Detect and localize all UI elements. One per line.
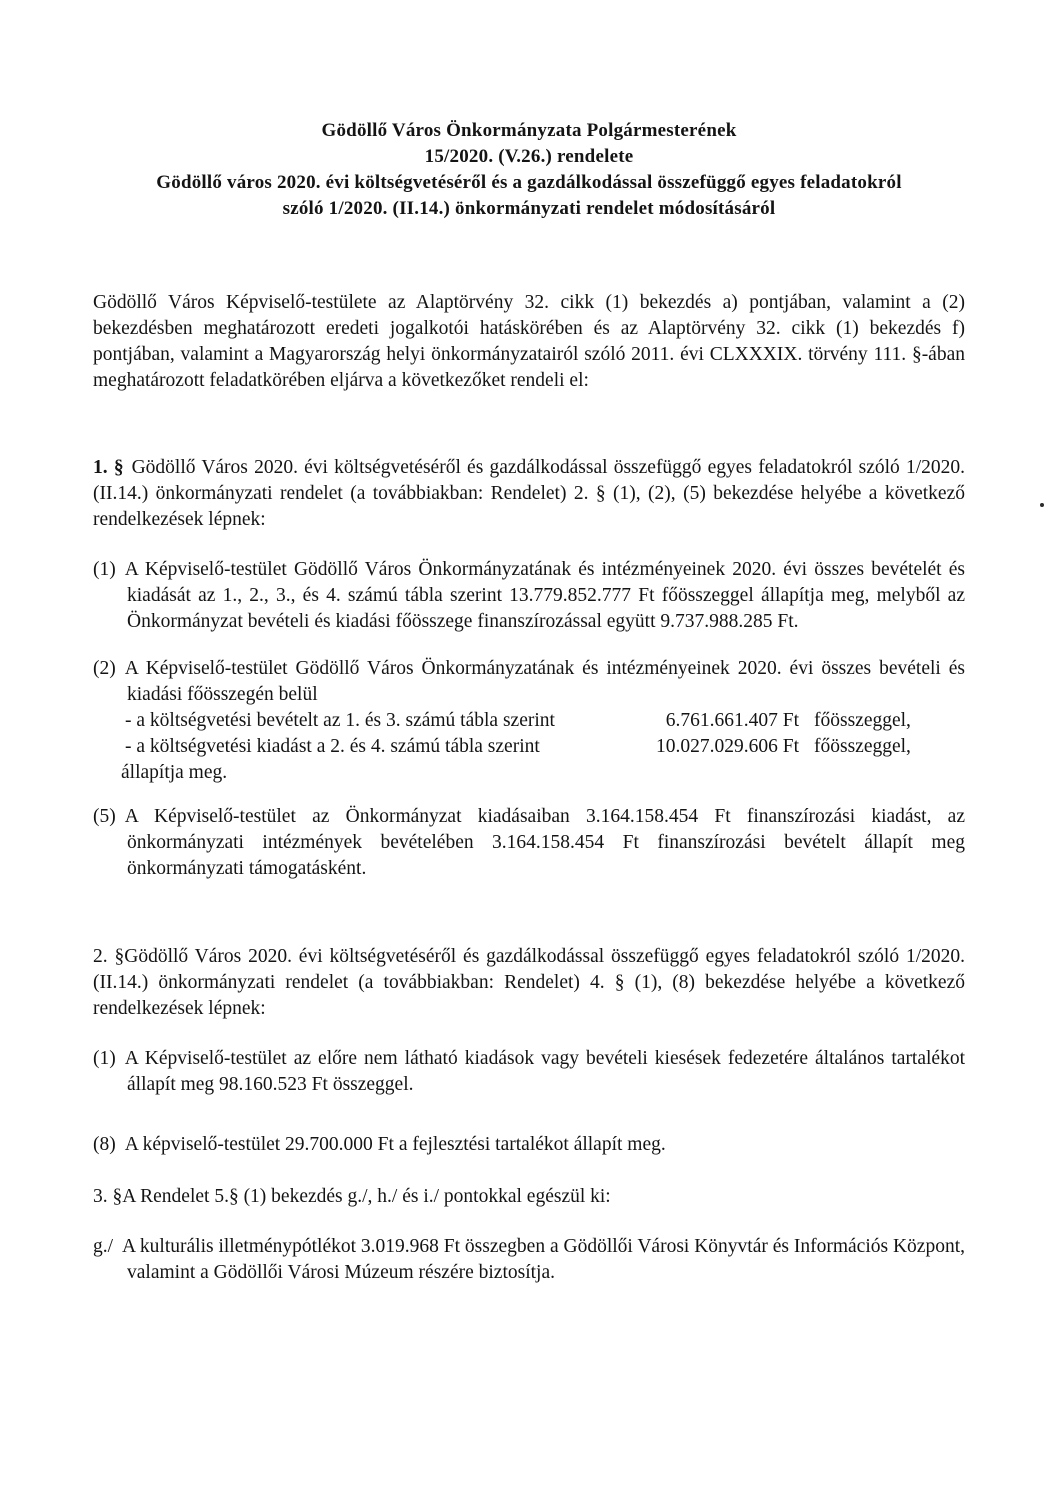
budget-expenditure-suffix: főösszeggel, xyxy=(814,736,911,757)
budget-expenditure-amount: 10.027.029.606 Ft xyxy=(655,736,799,757)
paragraph-1-5 xyxy=(93,804,965,882)
title-line-2: 15/2020. (V.26.) rendelete xyxy=(424,146,634,167)
preamble-paragraph: Gödöllő Város Képviselő-testülete az Alaptörvény 32. cikk (1) bekezdés a) pontjában, valamint a (2) bekezdésben meghatározott eredeti jogalkotói hatáskörében és az Alaptörvény 32. cikk (1) bekezdés f) pontjában, valamint a Magyarország helyi önkormányzatairól szóló 2011. évi CLXXXIX. törvény 111. §-ában meghatározott feladatkörében eljárva a következőket rendeli el: xyxy=(93,292,965,391)
paragraph-1-2-intro-text: A Képviselő-testület Gödöllő Város Önkormányzatának és intézményeinek 2020. évi összes bevételi és kiadási főösszegén belül xyxy=(124,658,965,705)
budget-revenue-amount: 6.761.661.407 Ft xyxy=(665,710,799,731)
paragraph-3-g-text: A kulturális illetménypótlékot 3.019.968 Ft összegben a Gödöllői Városi Könyvtár és Információs Központ, valamint a Gödöllői Városi Múzeum részére biztosítja. xyxy=(122,1236,965,1283)
budget-revenue-suffix: főösszeggel, xyxy=(814,710,911,731)
title-line-3: Gödöllő város 2020. évi költségvetéséről és a gazdálkodással összefüggő egyes feladatokról xyxy=(156,172,902,193)
paragraph-1-2-intro xyxy=(93,656,965,708)
paragraph-3-g xyxy=(93,1234,965,1286)
paragraph-2-1-marker: (1) xyxy=(93,1048,116,1069)
document-title xyxy=(93,118,965,222)
section-2-heading xyxy=(93,944,965,1022)
budget-expenditure-label: - a költségvetési kiadást a 2. és 4. számú tábla szerint xyxy=(125,736,540,757)
paragraph-1-2-marker: (2) xyxy=(93,658,116,679)
paragraph-2-1 xyxy=(93,1046,965,1098)
paragraph-2-8-marker: (8) xyxy=(93,1134,116,1155)
title-line-1: Gödöllő Város Önkormányzata Polgármesterének xyxy=(321,120,737,141)
title-line-4: szóló 1/2020. (II.14.) önkormányzati rendelet módosításáról xyxy=(282,198,776,219)
paragraph-1-5-text: A Képviselő-testület az Önkormányzat kiadásaiban 3.164.158.454 Ft finanszírozási kiadást, az önkormányzati intézmények bevételében 3.164.158.454 Ft finanszírozási bevételt állapít meg önkormányzati támogatásként. xyxy=(124,806,965,879)
paragraph-1-2 xyxy=(93,656,965,786)
scan-speck-artifact xyxy=(1040,503,1044,507)
paragraph-2-8 xyxy=(93,1132,965,1158)
paragraph-1-1-text: A Képviselő-testület Gödöllő Város Önkormányzatának és intézményeinek 2020. évi összes bevételét és kiadását az 1., 2., 3., és 4. számú tábla szerint 13.779.852.777 Ft főösszeggel állapítja meg, melyből az Önkormányzat bevételi és kiadási főösszege finanszírozással együtt 9.737.988.285 Ft. xyxy=(124,559,965,632)
budget-revenue-row xyxy=(125,708,965,734)
section-3-heading xyxy=(93,1184,965,1210)
budget-amount-rows xyxy=(93,708,965,760)
paragraph-2-1-text: A Képviselő-testület az előre nem látható kiadások vagy bevételi kiesések fedezetére általános tartalékot állapít meg 98.160.523 Ft összeggel. xyxy=(124,1048,965,1095)
paragraph-2-8-text: A képviselő-testület 29.700.000 Ft a fejlesztési tartalékot állapít meg. xyxy=(124,1134,666,1155)
section-1-marker: 1. § xyxy=(93,457,124,478)
paragraph-1-2-closing: állapítja meg. xyxy=(121,762,228,783)
section-1-heading xyxy=(93,455,965,533)
budget-revenue-label: - a költségvetési bevételt az 1. és 3. számú tábla szerint xyxy=(125,710,555,731)
section-2-marker: 2. § xyxy=(93,946,125,967)
section-3-text: A Rendelet 5.§ (1) bekezdés g./, h./ és i./ pontokkal egészül ki: xyxy=(122,1186,611,1207)
section-1-text: Gödöllő Város 2020. évi költségvetéséről és gazdálkodással összefüggő egyes feladatokról szóló 1/2020. (II.14.) önkormányzati rendelet (a továbbiakban: Rendelet) 2. § (1), (2), (5) bekezdése helyébe a következő rendelkezések lépnek: xyxy=(93,457,965,530)
section-2-text: Gödöllő Város 2020. évi költségvetéséről és gazdálkodással összefüggő egyes feladatokról szóló 1/2020. (II.14.) önkormányzati rendelet (a továbbiakban: Rendelet) 4. § (1), (8) bekezdése helyébe a következő rendelkezések lépnek: xyxy=(93,946,965,1019)
section-3-marker: 3. § xyxy=(93,1186,123,1207)
budget-expenditure-row xyxy=(125,734,965,760)
paragraph-1-1 xyxy=(93,557,965,635)
paragraph-1-5-marker: (5) xyxy=(93,806,116,827)
paragraph-3-g-marker: g./ xyxy=(93,1236,114,1257)
paragraph-1-1-marker: (1) xyxy=(93,559,116,580)
